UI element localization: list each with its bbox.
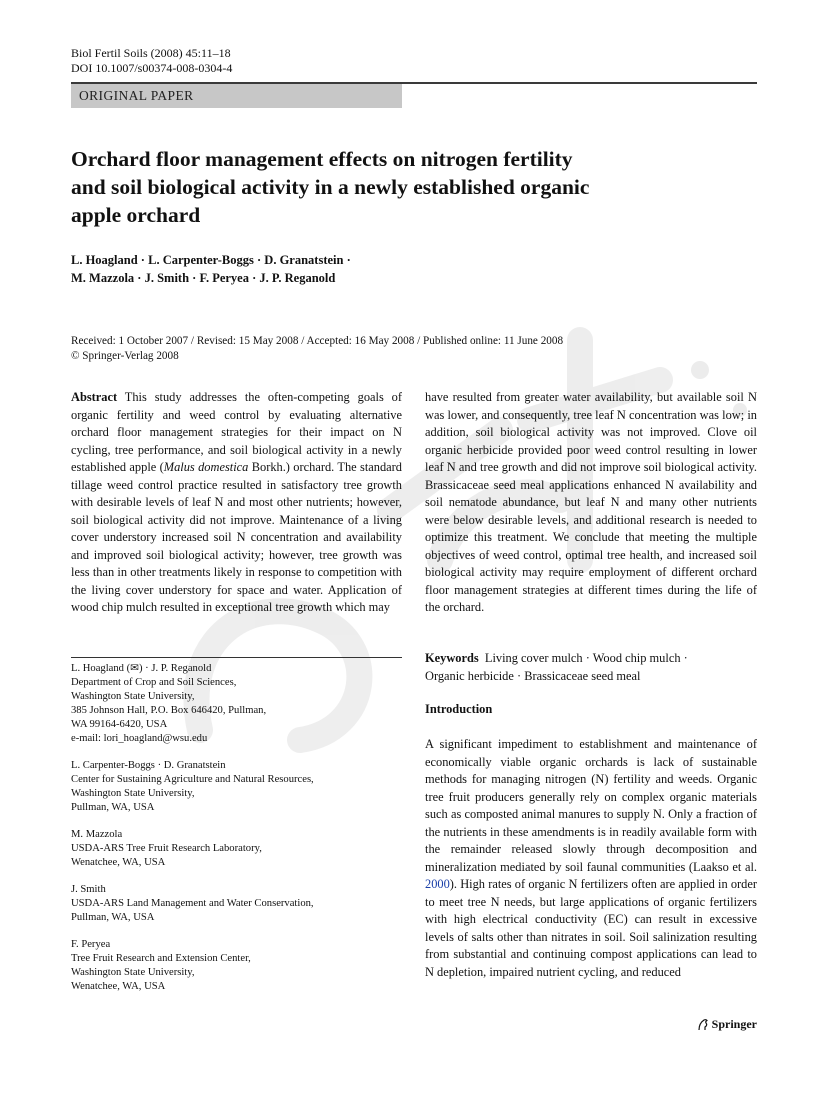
abstract-continued: have resulted from greater water availability, but available soil N was lower, and consequently, tree leaf N concentration was low; in addition, soil biological activity was not improved. Clove oil organic herbicide provided poor weed control resulting in lower leaf N and tree growth and did not improve soil biological activity. Brassicaceae seed meal applications enhanced N availability and soil nematode abundance, but leaf N and many other nutrients were below desirable levels, and additional research is needed to optimize this treatment. We conclude that meeting the multiple objectives of weed control, optimal tree health, and increased soil biological activity may require employment of different orchard floor management strategies at different times during the life of the orchard. (425, 390, 757, 614)
publisher-logo (697, 1017, 757, 1032)
article-title (71, 145, 711, 229)
copyright-notice: © Springer-Verlag 2008 (71, 350, 179, 362)
abstract-left (71, 389, 402, 617)
affiliation-line: USDA-ARS Tree Fruit Research Laboratory, (71, 843, 262, 854)
abstract-heading: Abstract (71, 390, 118, 404)
affiliation-line: Center for Sustaining Agriculture and Natural Resources, (71, 774, 314, 785)
affiliation-block (71, 662, 402, 746)
title-line: Orchard floor management effects on nitrogen fertility (71, 147, 573, 171)
affiliation-line: L. Hoagland (✉) · J. P. Reganold (71, 663, 212, 674)
introduction-heading: Introduction (425, 702, 493, 716)
keywords-line: Organic herbicide · Brassicaceae seed meal (425, 668, 641, 683)
intro-text: A significant impediment to establishment and maintenance of economically viable organic orchards is lack of sustainable methods for managing nitrogen (N) fertility and weeds. Organic tree fruit producers generally rely on complex organic materials such as composted animal manures to supply N. Only a fraction of the nutrients in these amendments is in readily available form with the remainder released slowly through decomposition and mineralization mediated by soil faunal communities (Laakso et al. (425, 737, 757, 874)
abstract-text: Borkh.) orchard. The standard tillage weed control practice resulted in satisfactory tree growth with desirable levels of leaf N and most other nutrients; however, soil biological activity did not improve. Maintenance of a living cover understory increased soil N concentration and availability and improved soil biological activity; however, tree growth was less than in other treatments likely in response to competition with the living cover understory for space and water. Application of wood chip mulch resulted in exceptional tree growth which may (71, 460, 402, 614)
paper-type-label: ORIGINAL PAPER (79, 88, 194, 103)
affiliation-line: J. Smith (71, 884, 106, 895)
affiliation-line: Tree Fruit Research and Extension Center, (71, 953, 251, 964)
affiliation-block (71, 828, 402, 870)
affiliation-block (71, 938, 402, 994)
springer-horse-icon (697, 1018, 709, 1031)
affiliation-block (71, 883, 402, 925)
author-line: M. Mazzola · J. Smith · F. Peryea · J. P. Reganold (71, 271, 336, 285)
keywords-heading: Keywords (425, 651, 479, 665)
publisher-name: Springer (711, 1017, 757, 1031)
introduction-text (425, 736, 757, 981)
affiliation-line: 385 Johnson Hall, P.O. Box 646420, Pullman, (71, 705, 267, 716)
affiliation-block (71, 759, 402, 815)
paper-type-banner (71, 84, 402, 108)
affiliation-line: Washington State University, (71, 691, 195, 702)
author-list (71, 251, 671, 287)
title-line: and soil biological activity in a newly established organic (71, 175, 590, 199)
affiliation-line: F. Peryea (71, 939, 111, 950)
journal-doi: DOI 10.1007/s00374-008-0304-4 (71, 61, 233, 75)
author-line: L. Hoagland · L. Carpenter-Boggs · D. Granatstein · (71, 253, 351, 267)
affiliation-line: Washington State University, (71, 788, 195, 799)
title-line: apple orchard (71, 203, 201, 227)
keywords-line: Living cover mulch · Wood chip mulch · (484, 651, 688, 665)
citation-link[interactable]: 2000 (425, 877, 450, 891)
article-history (71, 334, 771, 364)
affiliation-line: WA 99164-6420, USA (71, 719, 168, 730)
keywords (425, 650, 765, 685)
species-name: Malus domestica (163, 460, 249, 474)
affiliation-line: Department of Crop and Soil Sciences, (71, 677, 237, 688)
journal-citation: Biol Fertil Soils (2008) 45:11–18 (71, 46, 231, 60)
abstract-text: This study addresses the often-competing goals of organic fertility and weed control by evaluating alternative orchard floor management strategies for their impact on N cycling, tree performance, and soil biological activity in a newly established apple ( (71, 390, 402, 474)
affiliation-email[interactable]: e-mail: lori_hoagland@wsu.edu (71, 733, 208, 744)
affiliation-line: Washington State University, (71, 967, 195, 978)
affiliation-line: M. Mazzola (71, 829, 123, 840)
affiliation-line: Pullman, WA, USA (71, 912, 155, 923)
affiliation-line: Wenatchee, WA, USA (71, 857, 166, 868)
affiliation-line: Pullman, WA, USA (71, 802, 155, 813)
history-dates: Received: 1 October 2007 / Revised: 15 May 2008 / Accepted: 16 May 2008 / Published online: 11 June 2008 (71, 335, 564, 347)
intro-text: ). High rates of organic N fertilizers often are applied in order to meet tree N needs, but large applications of organic fertilizers with high electrical conductivity (EC) can result in excessive levels of salts other than nitrates in soil. Soil salinization resulting from substantial and continuing compost applications can lead to N depletion, impaired nutrient cycling, and reduced (425, 877, 757, 979)
affiliation-line: L. Carpenter-Boggs · D. Granatstein (71, 760, 226, 771)
affiliation-line: USDA-ARS Land Management and Water Conservation, (71, 898, 314, 909)
affiliation-divider (71, 657, 402, 658)
affiliation-line: Wenatchee, WA, USA (71, 981, 166, 992)
